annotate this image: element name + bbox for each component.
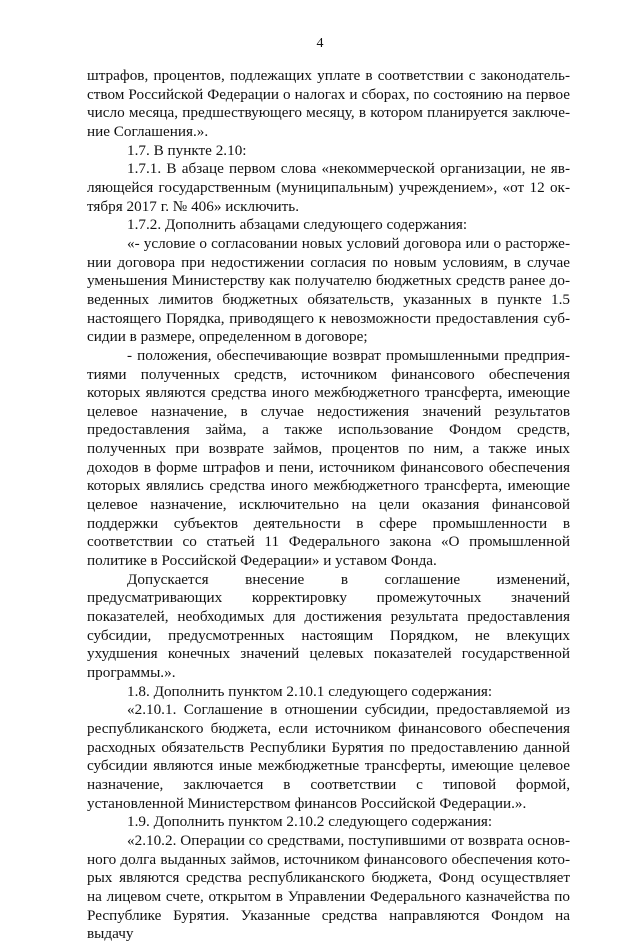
- paragraph-item-1-7-1: 1.7.1. В абзаце первом слова «некоммерческой организации, не являющейся государственным (муниципальным) учреждением», «от 12 октября 2017 г. № 406» исключить.: [87, 160, 570, 215]
- paragraph-amendments: Допускается внесение в соглашение изменений, предусматривающих корректировку промежуточных значений показателей, необходимых для достижения результата предоставления субсидии, предусмотренных настоящим Порядком, не влекущих ухудшения конечных значений целевых показателей государственной программы.».: [87, 570, 570, 681]
- paragraph-condition-contract: «- условие о согласовании новых условий договора или о расторжении договора при недостижении согласия по новым условиям, в случае уменьшения Министерству как получателю бюджетных средств ранее доведенных лимитов бюджетных обязательств, указанных в пункте 1.5 настоящего Порядка, приводящего к невозможности предоставления субсидии в размере, определенном в договоре;: [87, 234, 570, 346]
- paragraph-item-1-7-2: 1.7.2. Дополнить абзацами следующего содержания:: [127, 216, 468, 234]
- paragraph-item-1-7: 1.7. В пункте 2.10:: [127, 141, 247, 159]
- paragraph-item-1-9: 1.9. Дополнить пунктом 2.10.2 следующего содержания:: [127, 813, 493, 831]
- page-number: 4: [316, 36, 324, 51]
- paragraph-provisions-return: - положения, обеспечивающие возврат промышленными предприятиями полученных средств, источником финансового обеспечения которых являются средства иного межбюджетного трансферта, имеющие целевое назначение, в случае недостижения значений результатов предоставления займа, а также использование Фондом средств, полученных при возврате займов, процентов по ним, а также иных доходов в форме штрафов и пени, источником финансового обеспечения которых являлись средства иного межбюджетного трансферта, имеющие целевое назначение, исключительно на цели оказания финансовой поддержки субъектов деятельности в сфере промышленности в соответствии со статьей 11 Федерального закона «О промышленной политике в Российской Федерации» и уставом Фонда.: [87, 346, 570, 570]
- paragraph-item-2-10-1: «2.10.1. Соглашение в отношении субсидии, предоставляемой из республиканского бюджета, если источником финансового обеспечения расходных обязательств Республики Бурятия по предоставлению данной субсидии являются иные межбюджетные трансферты, имеющие целевое назначение, заключается в соответствии с типовой формой, установленной Министерством финансов Российской Федерации.».: [87, 701, 570, 812]
- paragraph-item-1-8: 1.8. Дополнить пунктом 2.10.1 следующего содержания:: [127, 682, 493, 700]
- paragraph-continuation: штрафов, процентов, подлежащих уплате в соответствии с законодательством Российской Федерации о налогах и сборах, по состоянию на первое число месяца, предшествующего месяцу, в котором планируется заключение Соглашения.».: [87, 67, 570, 140]
- document-body: [87, 67, 570, 944]
- paragraph-item-2-10-2: «2.10.2. Операции со средствами, поступившими от возврата основного долга выданных займов, источником финансового обеспечения которых являются средства республиканского бюджета, Фонд осуществляет на лицевом счете, открытом в Управлении Федерального казначейства по Республике Бурятия. Указанные средства направляются Фондом на выдачу: [87, 831, 570, 943]
